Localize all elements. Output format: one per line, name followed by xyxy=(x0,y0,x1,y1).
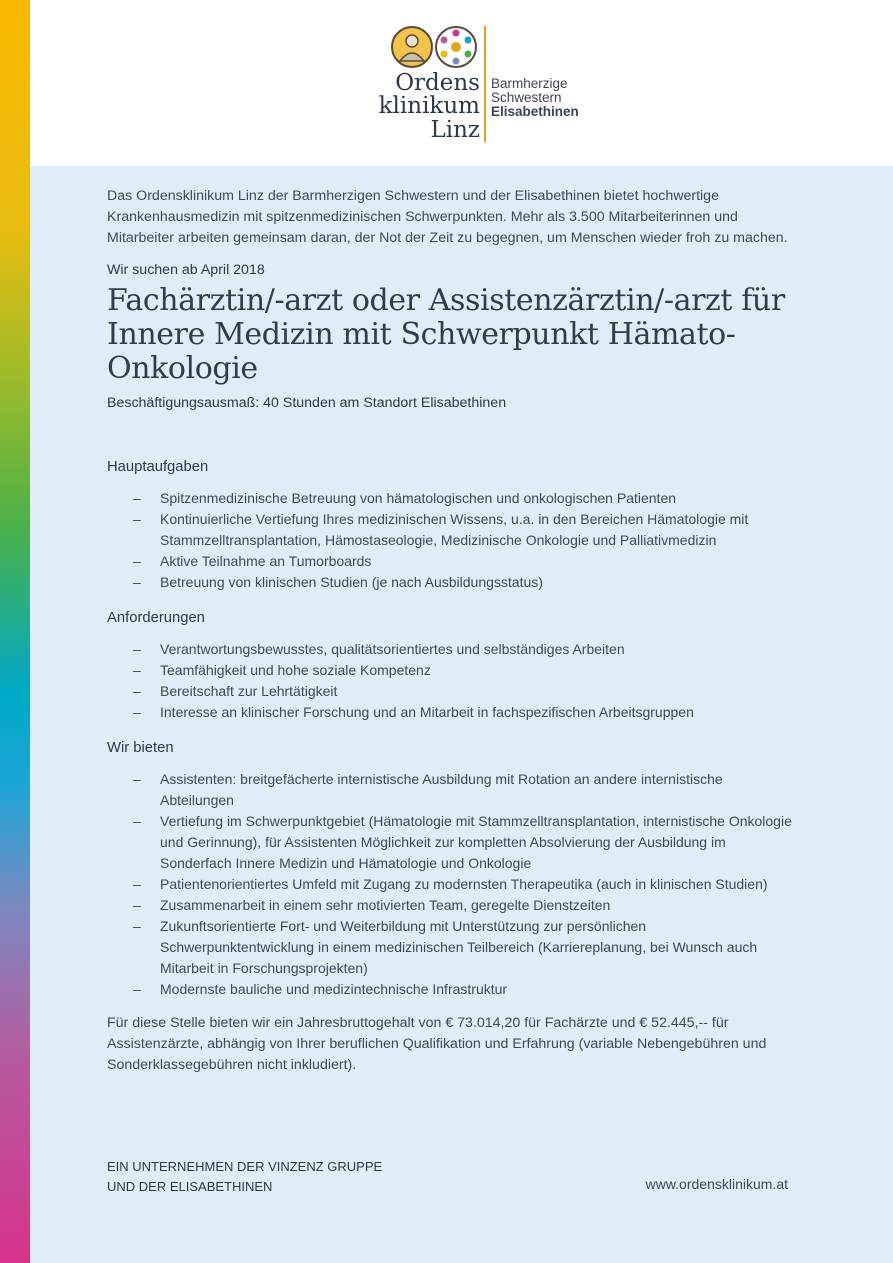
footer-line-1: EIN UNTERNEHMEN DER VINZENZ GRUPPE xyxy=(107,1159,383,1174)
job-title: Fachärztin/-arzt oder Assistenzärztin/-arzt für Innere Medizin mit Schwerpunkt Hämato-Onkologie xyxy=(107,283,785,386)
list-item: – Spitzenmedizinische Betreuung von hämatologischen und onkologischen Patienten xyxy=(160,488,797,509)
section-heading: Anforderungen xyxy=(107,610,205,626)
list-item: – Zukunftsorientierte Fort- und Weiterbildung mit Unterstützung zur persönlichen Schwerpunktentwicklung in einem medizinischen Teilbereich (Karriereplanung, bei Wunsch auch Mitarbeit in Forschungsprojekten) xyxy=(160,916,797,979)
section-hauptaufgaben xyxy=(107,459,797,593)
logo-word-2: klinikum xyxy=(378,93,480,119)
list-item: – Interesse an klinischer Forschung und an Mitarbeit in fachspezifischen Arbeitsgruppen xyxy=(160,702,797,723)
list-item: – Assistenten: breitgefächerte internistische Ausbildung mit Rotation an andere internistische Abteilungen xyxy=(160,769,797,811)
section-list xyxy=(107,488,797,593)
lead-line: Wir suchen ab April 2018 xyxy=(107,262,265,278)
footer-company xyxy=(107,1157,382,1196)
section-anforderungen xyxy=(107,610,797,723)
website-link[interactable]: www.ordensklinikum.at xyxy=(645,1176,788,1192)
list-item: – Verantwortungsbewusstes, qualitätsorientiertes und selbständiges Arbeiten xyxy=(160,639,797,660)
intro-paragraph: Das Ordensklinikum Linz der Barmherzigen Schwestern und der Elisabethinen bietet hochwertige Krankenhausmedizin mit spitzenmedizinischen Schwerpunkten. Mehr als 3.500 Mitarbeiterinnen und Mitarbeiter arbeiten gemeinsam daran, der Not der Zeit zu begegnen, um Menschen wieder froh zu machen. xyxy=(107,188,788,246)
section-heading: Wir bieten xyxy=(107,740,174,756)
footer-line-2: UND DER ELISABETHINEN xyxy=(107,1178,273,1194)
logo-side-2: Schwestern xyxy=(491,90,562,105)
list-item: – Kontinuierliche Vertiefung Ihres medizinischen Wissens, u.a. in den Bereichen Hämatologie mit Stammzelltransplantation, Hämostaseologie, Medizinische Onkologie und Palliativmedizin xyxy=(160,509,797,551)
ordensklinikum-logo xyxy=(360,22,600,147)
list-item: – Modernste bauliche und medizintechnische Infrastruktur xyxy=(160,979,797,1000)
logo-word-3: Linz xyxy=(430,117,480,143)
logo-word-1: Ordens xyxy=(395,70,480,96)
list-item: – Aktive Teilnahme an Tumorboards xyxy=(160,551,797,572)
list-item: – Bereitschaft zur Lehrtätigkeit xyxy=(160,681,797,702)
logo-side-1: Barmherzige xyxy=(491,76,568,91)
logo-emblem-icon xyxy=(390,25,482,71)
list-item: – Betreuung von klinischen Studien (je nach Ausbildungsstatus) xyxy=(160,572,797,593)
salary-paragraph: Für diese Stelle bieten wir ein Jahresbruttogehalt von € 73.014,20 für Fachärzte und € 52.445,-- für Assistenzärzte, abhängig von Ihrer beruflichen Qualifikation und Erfahrung (variable Nebengebühren und Sonderklassegebühren nicht inkludiert). xyxy=(107,1015,767,1073)
color-stripe xyxy=(0,0,30,1263)
logo-side-3: Elisabethinen xyxy=(491,104,579,119)
list-item: – Patientenorientiertes Umfeld mit Zugang zu modernsten Therapeutika (auch in klinischen Studien) xyxy=(160,874,797,895)
job-ad-body xyxy=(107,186,797,1076)
scope-line: Beschäftigungsausmaß: 40 Stunden am Standort Elisabethinen xyxy=(107,395,507,411)
section-wir-bieten xyxy=(107,740,797,1000)
list-item: – Teamfähigkeit und hohe soziale Kompetenz xyxy=(160,660,797,681)
section-list xyxy=(107,769,797,1000)
header xyxy=(30,0,893,166)
section-list xyxy=(107,639,797,723)
section-heading: Hauptaufgaben xyxy=(107,459,209,475)
logo-divider xyxy=(484,26,486,142)
list-item: – Zusammenarbeit in einem sehr motivierten Team, geregelte Dienstzeiten xyxy=(160,895,797,916)
list-item: – Vertiefung im Schwerpunktgebiet (Hämatologie mit Stammzelltransplantation, internistische Onkologie und Gerinnung), für Assistenten Möglichkeit zur kompletten Absolvierung der Ausbildung im Sonderfach Innere Medizin und Hämatologie und Onkologie xyxy=(160,811,797,874)
